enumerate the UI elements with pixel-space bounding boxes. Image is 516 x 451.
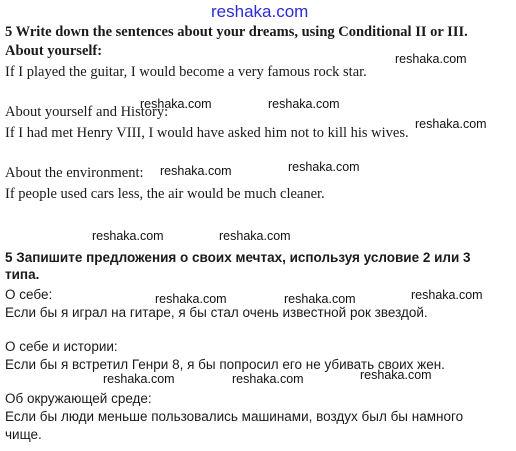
russian-section2-title: О себе и истории: [5, 339, 118, 354]
russian-section3-sentence-line2: чище. [5, 427, 42, 442]
russian-heading-line1: 5 Запишите предложения о своих мечтах, используя условие 2 или 3 [5, 250, 471, 265]
english-section1-sentence: If I played the guitar, I would become a very famous rock star. [5, 64, 367, 80]
watermark-label: reshaka.com [360, 368, 432, 382]
watermark-label: reshaka.com [415, 117, 487, 131]
english-heading: 5 Write down the sentences about your dreams, using Conditional II or III. [5, 24, 468, 40]
russian-heading-line2: типа. [5, 267, 40, 282]
english-section2-title: About yourself and History: [5, 104, 169, 120]
watermark-label: reshaka.com [284, 292, 356, 306]
watermark-label: reshaka.com [160, 164, 232, 178]
english-section1-title: About yourself: [5, 43, 103, 59]
english-section3-sentence: If people used cars less, the air would be much cleaner. [5, 186, 325, 202]
russian-section3-sentence-line1: Если бы люди меньше пользовались машинами, воздух был бы намного [5, 409, 464, 424]
russian-section3-title: Об окружающей среде: [5, 391, 152, 406]
russian-section1-title: О себе: [5, 287, 53, 302]
watermark-label: reshaka.com [92, 229, 164, 243]
watermark-label: reshaka.com [155, 292, 227, 306]
watermark-label: reshaka.com [411, 288, 483, 302]
watermark-label: reshaka.com [103, 372, 175, 386]
russian-section2-sentence: Если бы я встретил Генри 8, я бы попросил его не убивать своих жен. [5, 357, 445, 372]
watermark-label: reshaka.com [395, 52, 467, 66]
english-section3-title: About the environment: [5, 165, 144, 181]
english-section2-sentence: If I had met Henry VIII, I would have asked him not to kill his wives. [5, 125, 409, 141]
watermark-label: reshaka.com [288, 160, 360, 174]
watermark-label: reshaka.com [232, 372, 304, 386]
watermark-label: reshaka.com [219, 229, 291, 243]
watermark-label: reshaka.com [268, 97, 340, 111]
watermark-label: reshaka.com [140, 97, 212, 111]
watermark-top: reshaka.com [211, 2, 309, 21]
russian-section1-sentence: Если бы я играл на гитаре, я бы стал очень известной рок звездой. [5, 305, 428, 320]
